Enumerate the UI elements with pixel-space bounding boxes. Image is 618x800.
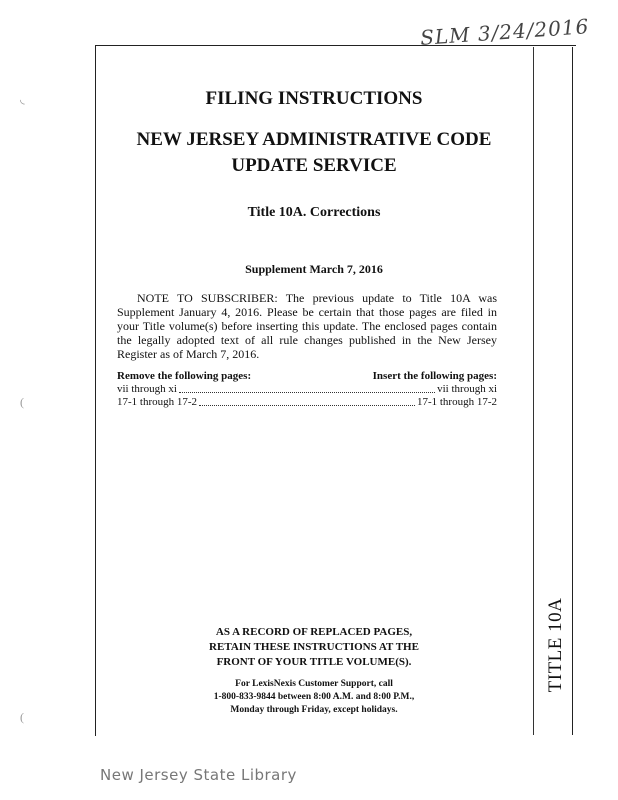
document-title: FILING INSTRUCTIONS bbox=[205, 88, 423, 109]
document-subtitle bbox=[95, 127, 533, 179]
supplement-date: Supplement March 7, 2016 bbox=[245, 262, 383, 276]
support-line-3: Monday through Friday, except holidays. bbox=[230, 705, 398, 715]
record-line-1: AS A RECORD OF REPLACED PAGES, bbox=[215, 626, 413, 638]
dot-leader bbox=[199, 405, 415, 406]
table-row bbox=[117, 396, 497, 409]
support-line-1: For LexisNexis Customer Support, call bbox=[235, 679, 393, 689]
handwritten-note: SLM 3/24/2016 bbox=[419, 14, 591, 50]
pages-table bbox=[117, 370, 497, 409]
scan-mark: ( bbox=[20, 710, 24, 724]
title-name: Title 10A. Corrections bbox=[247, 205, 381, 220]
record-line-3: FRONT OF YOUR TITLE VOLUME(S). bbox=[216, 656, 412, 668]
tab-label: TITLE 10A bbox=[545, 597, 566, 693]
remove-pages: 17-1 through 17-2 bbox=[117, 396, 198, 408]
remove-header: Remove the following pages: bbox=[117, 370, 252, 382]
table-row bbox=[117, 383, 497, 396]
library-watermark: New Jersey State Library bbox=[100, 766, 297, 784]
scan-mark: ( bbox=[20, 395, 24, 409]
pages-table-header bbox=[117, 370, 497, 383]
record-line-2: RETAIN THESE INSTRUCTIONS AT THE bbox=[209, 641, 419, 653]
insert-pages: 17-1 through 17-2 bbox=[416, 396, 497, 408]
record-instruction bbox=[95, 625, 533, 670]
insert-header: Insert the following pages: bbox=[372, 370, 497, 382]
subtitle-line-1: NEW JERSEY ADMINISTRATIVE CODE bbox=[136, 129, 492, 150]
customer-support bbox=[95, 678, 533, 717]
subscriber-note: NOTE TO SUBSCRIBER: The previous update to Title 10A was Supplement January 4, 2016. Please be certain that those pages are filed in your Title volume(s) before inserting this update. The enclosed pages contain the legally adopted text of all rule changes published in the New Jersey Register as of March 7, 2016. bbox=[117, 291, 497, 361]
insert-pages: vii through xi bbox=[437, 383, 497, 395]
scan-mark: ◟ bbox=[20, 92, 25, 106]
subtitle-line-2: UPDATE SERVICE bbox=[231, 155, 397, 176]
dot-leader bbox=[179, 392, 435, 393]
remove-pages: vii through xi bbox=[117, 383, 177, 395]
support-line-2: 1-800-833-9844 between 8:00 A.M. and 8:00 P.M., bbox=[213, 692, 415, 702]
